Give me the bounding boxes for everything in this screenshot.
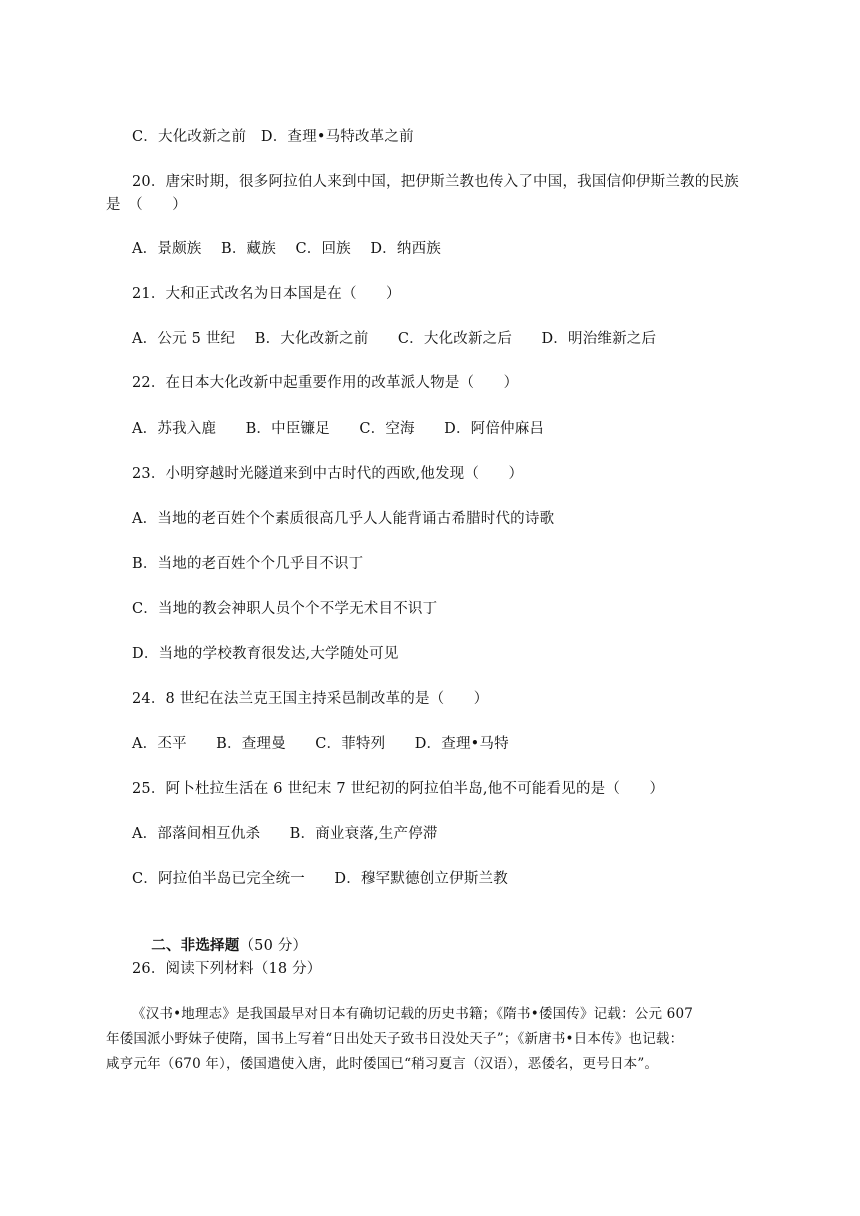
q19-options: C．大化改新之前 D．查理•马特改革之前 — [132, 129, 414, 145]
q21-stem: 21．大和正式改名为日本国是在（ ） — [132, 286, 401, 302]
q26-stem: 26．阅读下列材料（18 分） — [132, 961, 322, 977]
q22-stem: 22．在日本大化改新中起重要作用的改革派人物是（ ） — [132, 375, 519, 391]
q25-stem: 25．阿卜杜拉生活在 6 世纪末 7 世纪初的阿拉伯半岛,他不可能看见的是（ ） — [132, 781, 665, 797]
q26-material-line3: 咸亨元年（670 年），倭国遣使入唐，此时倭国已“稍习夏言（汉语），恶倭名，更号日本”。 — [106, 1056, 659, 1072]
q25-options-line2: C．阿拉伯半岛已完全统一 D．穆罕默德创立伊斯兰教 — [132, 871, 508, 887]
q21-options: A．公元 5 世纪 B．大化改新之前 C．大化改新之后 D．明治维新之后 — [132, 331, 657, 347]
q26-material-line2: 年倭国派小野妹子使隋，国书上写着“日出处天子致书日没处天子”；《新唐书•日本传》也记载： — [106, 1031, 684, 1047]
q23-stem: 23．小明穿越时光隧道来到中古时代的西欧,他发现（ ） — [132, 466, 524, 482]
section-title: 二、非选择题 — [151, 937, 240, 954]
q26-material-line1: 《汉书•地理志》是我国最早对日本有确切记载的历史书籍；《隋书•倭国传》记载：公元 607 — [132, 1006, 694, 1022]
q22-options: A．苏我入鹿 B．中臣镰足 C．空海 D．阿倍仲麻吕 — [132, 421, 545, 437]
q20-options: A．景颇族 B．藏族 C．回族 D．纳西族 — [132, 241, 441, 257]
q24-options: A．丕平 B．查理曼 C．菲特列 D．查理•马特 — [132, 736, 509, 752]
q25-options-line1: A．部落间相互仇杀 B．商业衰落,生产停滞 — [132, 826, 438, 842]
q20-stem-line2: 是 （ ） — [106, 197, 187, 213]
section-score: （50 分） — [239, 938, 308, 954]
q20-stem-line1: 20．唐宋时期，很多阿拉伯人来到中国，把伊斯兰教也传入了中国，我国信仰伊斯兰教的民族 — [132, 174, 739, 190]
q24-stem: 24．8 世纪在法兰克王国主持采邑制改革的是（ ） — [132, 691, 489, 707]
q23-option-b: B．当地的老百姓个个几乎目不识丁 — [132, 556, 364, 572]
q23-option-c: C．当地的教会神职人员个个不学无术目不识丁 — [132, 601, 438, 617]
q23-option-a: A．当地的老百姓个个素质很高几乎人人能背诵古希腊时代的诗歌 — [132, 511, 555, 527]
q23-option-d: D．当地的学校教育很发达,大学随处可见 — [132, 646, 399, 662]
